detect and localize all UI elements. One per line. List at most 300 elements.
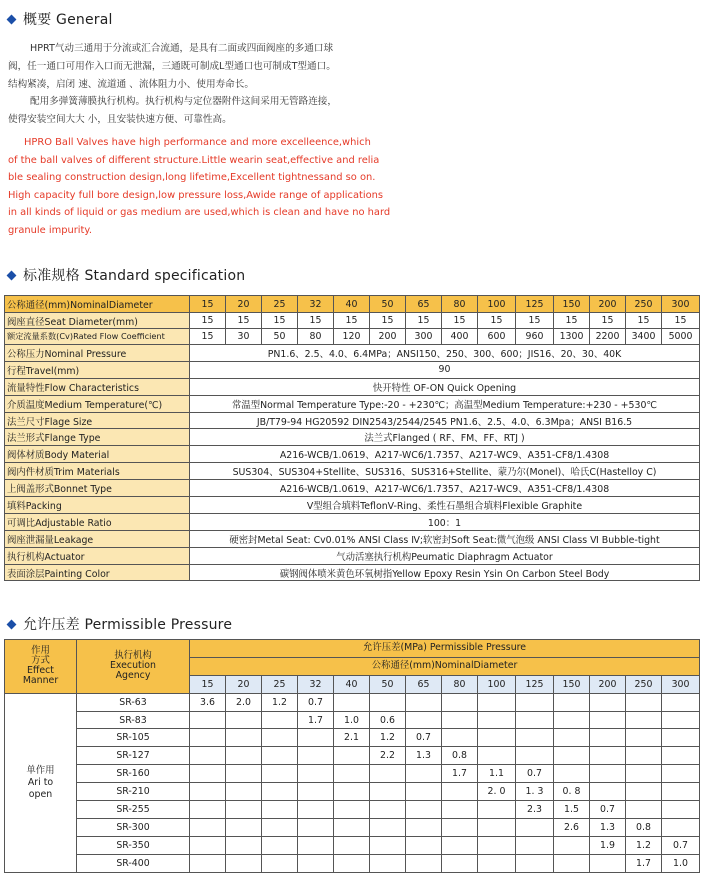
pressure-value-cell <box>190 747 226 765</box>
general-chinese-text <box>8 40 394 129</box>
spec-row-value: PN1.6、2.5、4.0、6.4MPa；ANSI150、250、300、600；JIS16、20、30、40K <box>190 345 700 362</box>
pressure-value-cell <box>370 801 406 819</box>
pressure-value-cell <box>626 729 662 747</box>
spec-row-value: A216-WCB/1.0619、A217-WC6/1.7357、A217-WC9、A351-CF8/1.4308 <box>190 446 700 463</box>
diameter-cell: 25 <box>262 675 298 693</box>
pressure-value-cell <box>190 818 226 836</box>
pressure-value-cell <box>334 747 370 765</box>
pressure-value-cell <box>406 711 442 729</box>
pressure-value-cell: 0.7 <box>590 801 626 819</box>
spec-row <box>5 412 700 429</box>
pressure-value-cell <box>478 729 516 747</box>
pressure-value-cell: 2.6 <box>554 818 590 836</box>
diameter-cell: 150 <box>554 296 590 313</box>
en-line: HPRO Ball Valves have high performance and more excelleence,which <box>24 137 371 148</box>
spec-row-value: 常温型Normal Temperature Type:-20 - +230℃；高温型Medium Temperature:+230 - +530℃ <box>190 395 700 412</box>
spec-header-label: 公称通径(mm)NominalDiameter <box>5 296 190 313</box>
table-row <box>5 801 700 819</box>
pressure-value-cell <box>478 801 516 819</box>
pressure-value-cell: 1.9 <box>590 836 626 854</box>
seat-cell: 15 <box>370 313 406 329</box>
pressure-value-cell <box>442 783 478 801</box>
pressure-value-cell <box>626 801 662 819</box>
pressure-value-cell <box>190 765 226 783</box>
diameter-cell: 65 <box>406 675 442 693</box>
seat-cell: 15 <box>662 313 700 329</box>
pressure-value-cell <box>298 729 334 747</box>
spec-row-value: 法兰式Flanged ( RF、FM、FF、RTJ ) <box>190 429 700 446</box>
pressure-value-cell <box>662 818 700 836</box>
spec-row <box>5 513 700 530</box>
pressure-value-cell <box>406 854 442 872</box>
pressure-value-cell <box>590 711 626 729</box>
pressure-value-cell: 1.2 <box>262 693 298 711</box>
cv-cell: 30 <box>226 329 262 345</box>
spec-row <box>5 345 700 362</box>
cv-cell: 200 <box>370 329 406 345</box>
spec-row <box>5 313 700 329</box>
spec-title: 标准规格 Standard specification <box>23 268 246 284</box>
table-row <box>5 747 700 765</box>
spec-row-value: 硬密封Metal Seat: Cv0.01% ANSI Class Ⅳ;软密封Soft Seat:微气泡级 ANSI Class Ⅵ Bubble-tight <box>190 530 700 547</box>
pressure-value-cell <box>370 818 406 836</box>
spec-row <box>5 429 700 446</box>
section-title-general <box>4 9 113 29</box>
pressure-value-cell <box>554 765 590 783</box>
pressure-value-cell <box>406 693 442 711</box>
diameter-cell: 20 <box>226 675 262 693</box>
spec-row-value: SUS304、SUS304+Stellite、SUS316、SUS316+Stellite、蒙乃尔(Monel)、哈氏C(Hastelloy C) <box>190 463 700 480</box>
pressure-value-cell: 2.1 <box>334 729 370 747</box>
diameter-cell: 32 <box>298 296 334 313</box>
en-line: granule impurity. <box>8 224 92 236</box>
seat-cell: 15 <box>262 313 298 329</box>
spec-row-label: 行程Travel(mm) <box>5 361 190 378</box>
agency-cell: SR-127 <box>77 747 190 765</box>
cv-cell: 400 <box>442 329 478 345</box>
header-line: 执行机构 <box>114 650 152 662</box>
diameter-cell: 150 <box>554 675 590 693</box>
diameter-cell: 15 <box>190 675 226 693</box>
spec-row-label: 额定流量系数(Cv)Rated Flow Coefficient <box>5 329 190 345</box>
pressure-value-cell <box>262 836 298 854</box>
cv-cell: 50 <box>262 329 298 345</box>
pressure-value-cell: 0.7 <box>662 836 700 854</box>
cv-cell: 15 <box>190 329 226 345</box>
agency-cell: SR-300 <box>77 818 190 836</box>
pressure-value-cell: 1.7 <box>626 854 662 872</box>
pressure-value-cell: 1.2 <box>626 836 662 854</box>
diameter-cell: 125 <box>516 296 554 313</box>
seat-cell: 15 <box>442 313 478 329</box>
en-line: of the ball valves of different structure.Little wearin seat,effective and relia <box>8 154 380 166</box>
pressure-value-cell: 1.5 <box>554 801 590 819</box>
pressure-value-cell <box>442 711 478 729</box>
pressure-value-cell: 0.7 <box>516 765 554 783</box>
pressure-value-cell <box>590 729 626 747</box>
pressure-value-cell <box>226 801 262 819</box>
pressure-value-cell <box>442 836 478 854</box>
pressure-value-cell <box>626 783 662 801</box>
pressure-value-cell <box>478 818 516 836</box>
spec-row <box>5 329 700 345</box>
pressure-value-cell <box>516 836 554 854</box>
pressure-value-cell <box>478 711 516 729</box>
diameter-cell: 100 <box>478 675 516 693</box>
spec-row-label: 法兰形式Flange Type <box>5 429 190 446</box>
spec-row-label: 阀内件材质Trim Materials <box>5 463 190 480</box>
permissible-pressure-header: 允许压差(MPa) Permissible Pressure <box>190 640 700 658</box>
cv-cell: 960 <box>516 329 554 345</box>
effect-manner-header <box>5 640 77 694</box>
seat-cell: 15 <box>334 313 370 329</box>
pressure-value-cell <box>334 765 370 783</box>
pressure-value-cell: 2.0 <box>226 693 262 711</box>
pressure-value-cell: 1.3 <box>590 818 626 836</box>
header-line: Execution <box>109 660 156 672</box>
effect-line: open <box>28 788 53 800</box>
en-line: in all kinds of liquid or gas medium are used,which is clean and have no hard <box>8 207 391 219</box>
pressure-value-cell <box>262 801 298 819</box>
seat-cell: 15 <box>190 313 226 329</box>
pressure-value-cell <box>226 729 262 747</box>
table-row <box>5 783 700 801</box>
spec-row-label: 流量特性Flow Characteristics <box>5 378 190 395</box>
spec-row-value: A216-WCB/1.0619、A217-WC6/1.7357、A217-WC9、A351-CF8/1.4308 <box>190 480 700 497</box>
diameter-cell: 80 <box>442 296 478 313</box>
pressure-value-cell <box>370 836 406 854</box>
pressure-value-cell: 3.6 <box>190 693 226 711</box>
diameter-cell: 25 <box>262 296 298 313</box>
diameter-cell: 200 <box>590 296 626 313</box>
pressure-value-cell <box>662 765 700 783</box>
agency-cell: SR-255 <box>77 801 190 819</box>
header-line: Effect <box>27 665 54 677</box>
pressure-value-cell <box>190 854 226 872</box>
pressure-value-cell <box>516 729 554 747</box>
spec-row-label: 执行机构Actuator <box>5 547 190 564</box>
pressure-value-cell <box>298 836 334 854</box>
pressure-value-cell <box>334 836 370 854</box>
seat-cell: 15 <box>406 313 442 329</box>
pressure-value-cell <box>298 854 334 872</box>
pressure-value-cell <box>662 747 700 765</box>
agency-cell: SR-83 <box>77 711 190 729</box>
pressure-value-cell <box>370 783 406 801</box>
pressure-value-cell <box>226 783 262 801</box>
seat-cell: 15 <box>478 313 516 329</box>
pressure-value-cell <box>478 693 516 711</box>
spec-row-value: 快开特性 OF-ON Quick Opening <box>190 378 700 395</box>
zh-line: 结构紧凑，启闭 速、流道通 、流体阻力小、使用寿命长。 <box>8 78 254 90</box>
en-line: ble sealing construction design,long lifetime,Excellent tightnessand so on. <box>8 172 376 184</box>
spec-row-value: V型组合填料TeflonV-Ring、柔性石墨组合填料Flexible Graphite <box>190 497 700 514</box>
table-row <box>5 836 700 854</box>
agency-cell: SR-160 <box>77 765 190 783</box>
pressure-value-cell: 1.0 <box>662 854 700 872</box>
pressure-value-cell <box>554 693 590 711</box>
pressure-value-cell <box>226 854 262 872</box>
pressure-value-cell <box>334 818 370 836</box>
diameter-cell: 300 <box>662 296 700 313</box>
section-title-spec <box>4 265 245 285</box>
pressure-value-cell <box>226 747 262 765</box>
table-row <box>5 765 700 783</box>
pressure-value-cell <box>626 765 662 783</box>
spec-row <box>5 530 700 547</box>
effect-manner-cell <box>5 693 77 872</box>
cv-cell: 2200 <box>590 329 626 345</box>
spec-row-value: 气动活塞执行机构Peumatic Diaphragm Actuator <box>190 547 700 564</box>
pressure-value-cell <box>298 747 334 765</box>
pressure-value-cell <box>554 711 590 729</box>
spec-row-label: 阀体材质Body Material <box>5 446 190 463</box>
pressure-value-cell <box>516 818 554 836</box>
effect-line: Ari to <box>27 776 54 788</box>
pressure-value-cell <box>334 693 370 711</box>
pressure-value-cell <box>626 693 662 711</box>
pressure-value-cell <box>262 765 298 783</box>
pressure-value-cell <box>590 854 626 872</box>
pressure-value-cell: 0.8 <box>442 747 478 765</box>
pressure-value-cell <box>298 783 334 801</box>
header-line: 作用 <box>31 645 50 657</box>
pressure-value-cell <box>590 765 626 783</box>
pressure-value-cell: 2.3 <box>516 801 554 819</box>
pressure-value-cell <box>262 818 298 836</box>
pressure-value-cell: 0.6 <box>370 711 406 729</box>
table-row <box>5 693 700 711</box>
pressure-value-cell <box>190 801 226 819</box>
pressure-value-cell: 1. 3 <box>516 783 554 801</box>
pressure-value-cell <box>262 747 298 765</box>
seat-cell: 15 <box>590 313 626 329</box>
pressure-value-cell <box>478 854 516 872</box>
agency-cell: SR-63 <box>77 693 190 711</box>
spec-row <box>5 446 700 463</box>
pressure-value-cell <box>590 783 626 801</box>
pressure-value-cell <box>262 711 298 729</box>
pressure-value-cell: 2. 0 <box>478 783 516 801</box>
pressure-value-cell: 0.8 <box>626 818 662 836</box>
pressure-value-cell <box>554 854 590 872</box>
diameter-cell: 80 <box>442 675 478 693</box>
pressure-value-cell <box>190 711 226 729</box>
spec-row-label: 填料Packing <box>5 497 190 514</box>
en-line: High capacity full bore design,low pressure loss,Awide range of applications <box>8 189 384 201</box>
pressure-value-cell <box>554 836 590 854</box>
pressure-value-cell <box>442 801 478 819</box>
pressure-value-cell <box>226 836 262 854</box>
spec-row-label: 可调比Adjustable Ratio <box>5 513 190 530</box>
spec-row <box>5 497 700 514</box>
pressure-value-cell <box>226 765 262 783</box>
cv-cell: 3400 <box>626 329 662 345</box>
seat-cell: 15 <box>516 313 554 329</box>
pressure-value-cell <box>226 711 262 729</box>
pressure-value-cell <box>662 801 700 819</box>
header-line: Agency <box>115 670 151 682</box>
spec-row-label: 法兰尺寸Flage Size <box>5 412 190 429</box>
pressure-value-cell <box>406 836 442 854</box>
pressure-value-cell <box>442 693 478 711</box>
diameter-cell: 65 <box>406 296 442 313</box>
pressure-value-cell <box>662 783 700 801</box>
zh-line: 使得安装空间大大 小，且安装快速方便、可靠性高。 <box>8 114 232 126</box>
pressure-value-cell <box>516 711 554 729</box>
pressure-value-cell <box>554 747 590 765</box>
pressure-value-cell: 0. 8 <box>554 783 590 801</box>
spec-row <box>5 378 700 395</box>
pressure-value-cell <box>406 801 442 819</box>
pressure-value-cell <box>190 729 226 747</box>
pressure-value-cell: 1.2 <box>370 729 406 747</box>
spec-header-row <box>5 296 700 313</box>
pressure-value-cell <box>590 747 626 765</box>
pressure-value-cell: 1.0 <box>334 711 370 729</box>
spec-row-value: 碳钢阀体喷米黄色环氧树指Yellow Epoxy Resin Ysin On Carbon Steel Body <box>190 564 700 581</box>
pressure-value-cell <box>334 783 370 801</box>
pressure-value-cell <box>334 801 370 819</box>
pressure-value-cell <box>442 729 478 747</box>
pressure-value-cell <box>478 747 516 765</box>
table-row <box>5 729 700 747</box>
pressure-table <box>4 639 700 873</box>
diameter-cell: 15 <box>190 296 226 313</box>
agency-cell: SR-400 <box>77 854 190 872</box>
pressure-value-cell <box>226 818 262 836</box>
table-row <box>5 854 700 872</box>
diamond-bullet-icon <box>7 15 17 25</box>
table-row <box>5 818 700 836</box>
pressure-value-cell <box>442 818 478 836</box>
seat-cell: 15 <box>626 313 662 329</box>
spec-row-value: JB/T79-94 HG20592 DIN2543/2544/2545 PN1.6、2.5、4.0、6.3Mpa；ANSI B16.5 <box>190 412 700 429</box>
cv-cell: 600 <box>478 329 516 345</box>
diameter-cell: 125 <box>516 675 554 693</box>
cv-cell: 80 <box>298 329 334 345</box>
diamond-bullet-icon <box>7 271 17 281</box>
pressure-value-cell <box>298 801 334 819</box>
pressure-value-cell: 0.7 <box>298 693 334 711</box>
pressure-value-cell <box>190 836 226 854</box>
pressure-title: 允许压差 Permissible Pressure <box>23 617 233 633</box>
diameter-cell: 20 <box>226 296 262 313</box>
pressure-value-cell <box>442 854 478 872</box>
pressure-value-cell <box>370 693 406 711</box>
nominal-diameter-header: 公称通径(mm)NominalDiameter <box>190 657 700 675</box>
spec-row <box>5 480 700 497</box>
pressure-value-cell <box>626 711 662 729</box>
cv-cell: 120 <box>334 329 370 345</box>
diameter-cell: 300 <box>662 675 700 693</box>
pressure-value-cell: 1.7 <box>298 711 334 729</box>
pressure-value-cell: 1.7 <box>442 765 478 783</box>
spec-row <box>5 395 700 412</box>
pressure-value-cell <box>662 729 700 747</box>
spec-row-label: 阀座直径Seat Diameter(mm) <box>5 313 190 329</box>
diameter-cell: 50 <box>370 675 406 693</box>
general-title: 概要 General <box>23 12 113 28</box>
seat-cell: 15 <box>298 313 334 329</box>
spec-row-label: 上阀盖形式Bonnet Type <box>5 480 190 497</box>
header-line: Manner <box>22 675 59 687</box>
diameter-cell: 32 <box>298 675 334 693</box>
diameter-cell: 250 <box>626 296 662 313</box>
pressure-value-cell <box>478 836 516 854</box>
pressure-value-cell <box>662 711 700 729</box>
diameter-cell: 50 <box>370 296 406 313</box>
diamond-bullet-icon <box>7 620 17 630</box>
diameter-cell: 200 <box>590 675 626 693</box>
pressure-value-cell <box>590 693 626 711</box>
general-english-text <box>8 134 400 240</box>
agency-cell: SR-350 <box>77 836 190 854</box>
pressure-value-cell <box>662 693 700 711</box>
agency-cell: SR-105 <box>77 729 190 747</box>
table-row <box>5 711 700 729</box>
spec-row-value: 100：1 <box>190 513 700 530</box>
diameter-cell: 40 <box>334 296 370 313</box>
pressure-header-row <box>5 640 700 658</box>
agency-cell: SR-210 <box>77 783 190 801</box>
pressure-value-cell <box>298 765 334 783</box>
pressure-value-cell <box>626 747 662 765</box>
pressure-value-cell <box>370 854 406 872</box>
cv-cell: 1300 <box>554 329 590 345</box>
seat-cell: 15 <box>554 313 590 329</box>
zh-line: HPRT气动三通用于分流或汇合流通，是具有二面或四面阀座的多通口球 <box>30 43 334 54</box>
pressure-value-cell <box>262 854 298 872</box>
pressure-value-cell <box>554 729 590 747</box>
cv-cell: 300 <box>406 329 442 345</box>
pressure-value-cell <box>370 765 406 783</box>
pressure-value-cell <box>190 783 226 801</box>
pressure-value-cell: 1.1 <box>478 765 516 783</box>
pressure-value-cell <box>516 747 554 765</box>
diameter-cell: 40 <box>334 675 370 693</box>
spec-row-value: 90 <box>190 361 700 378</box>
execution-agency-header <box>77 640 190 694</box>
spec-row-label: 阀座泄漏量Leakage <box>5 530 190 547</box>
spec-row <box>5 547 700 564</box>
pressure-value-cell <box>262 783 298 801</box>
spec-row <box>5 564 700 581</box>
header-line: 方式 <box>31 655 50 667</box>
diameter-cell: 250 <box>626 675 662 693</box>
spec-row <box>5 463 700 480</box>
pressure-value-cell <box>298 818 334 836</box>
spec-row-label: 介质温度Medium Temperature(℃) <box>5 395 190 412</box>
zh-line: 阀，任一通口可用作入口而无泄漏，三通既可制成L型通口也可制成T型通口。 <box>8 60 336 72</box>
pressure-value-cell <box>334 854 370 872</box>
pressure-value-cell <box>406 783 442 801</box>
pressure-value-cell <box>516 854 554 872</box>
spec-row-label: 表面涂层Painting Color <box>5 564 190 581</box>
pressure-value-cell: 0.7 <box>406 729 442 747</box>
spec-row-label: 公称压力Nominal Pressure <box>5 345 190 362</box>
pressure-value-cell <box>262 729 298 747</box>
pressure-value-cell <box>516 693 554 711</box>
pressure-value-cell: 2.2 <box>370 747 406 765</box>
spec-row <box>5 361 700 378</box>
zh-line: 配用多弹簧薄膜执行机构。执行机构与定位器附件这间采用无管路连接， <box>30 96 337 108</box>
diameter-cell: 100 <box>478 296 516 313</box>
effect-line: 单作用 <box>26 764 55 776</box>
seat-cell: 15 <box>226 313 262 329</box>
section-title-pressure <box>4 614 232 634</box>
pressure-value-cell: 1.3 <box>406 747 442 765</box>
